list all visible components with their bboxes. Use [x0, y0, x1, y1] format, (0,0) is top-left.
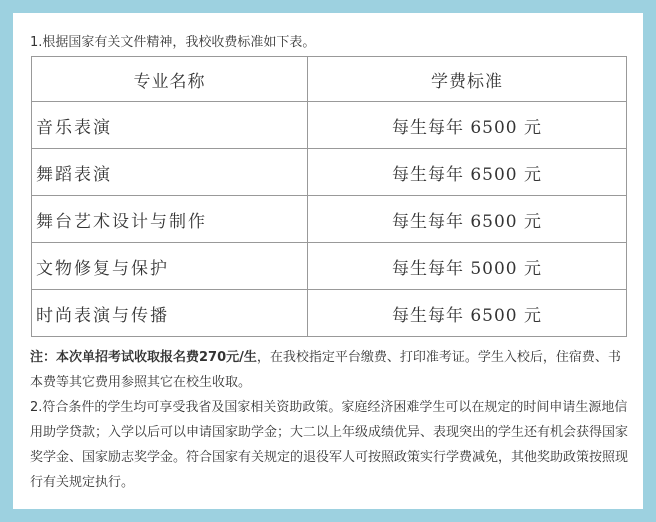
table-header-row — [32, 57, 627, 102]
fee-cell: 每生每年 6500 元 — [308, 290, 627, 337]
table-row — [32, 196, 627, 243]
header-fee: 学费标准 — [308, 57, 627, 102]
registration-note — [30, 345, 630, 395]
table-row — [32, 102, 627, 149]
fee-table — [31, 56, 627, 337]
header-major: 专业名称 — [32, 57, 308, 102]
financial-aid-paragraph: 2.符合条件的学生均可享受我省及国家相关资助政策。家庭经济困难学生可以在规定的时间申请生源地信用助学贷款；入学以后可以申请国家助学金；大二以上年级成绩优异、表现突出的学生还有机会获得国家奖学金、国家励志奖学金。符合国家有关规定的退役军人可按照政策实行学费减免，其他奖助政策按照现行有关规定执行。 — [30, 400, 629, 490]
note-rest: ，在我校指定平台缴费、打印准考证。学生入校后，住宿费、书本费等其它费用参照其它在校生收取。 — [30, 350, 621, 390]
fee-cell: 每生每年 6500 元 — [308, 196, 627, 243]
intro-text: 1.根据国家有关文件精神，我校收费标准如下表。 — [30, 35, 316, 50]
major-cell: 时尚表演与传播 — [32, 290, 308, 337]
table-row — [32, 243, 627, 290]
note-bold: 注：本次单招考试收取报名费270元/生 — [30, 350, 257, 365]
table-row — [32, 149, 627, 196]
major-cell: 舞台艺术设计与制作 — [32, 196, 308, 243]
table-row — [32, 290, 627, 337]
major-cell: 文物修复与保护 — [32, 243, 308, 290]
content-card — [13, 13, 643, 509]
major-cell: 音乐表演 — [32, 102, 308, 149]
fee-cell: 每生每年 6500 元 — [308, 149, 627, 196]
fee-cell: 每生每年 6500 元 — [308, 102, 627, 149]
major-cell: 舞蹈表演 — [32, 149, 308, 196]
fee-cell: 每生每年 5000 元 — [308, 243, 627, 290]
